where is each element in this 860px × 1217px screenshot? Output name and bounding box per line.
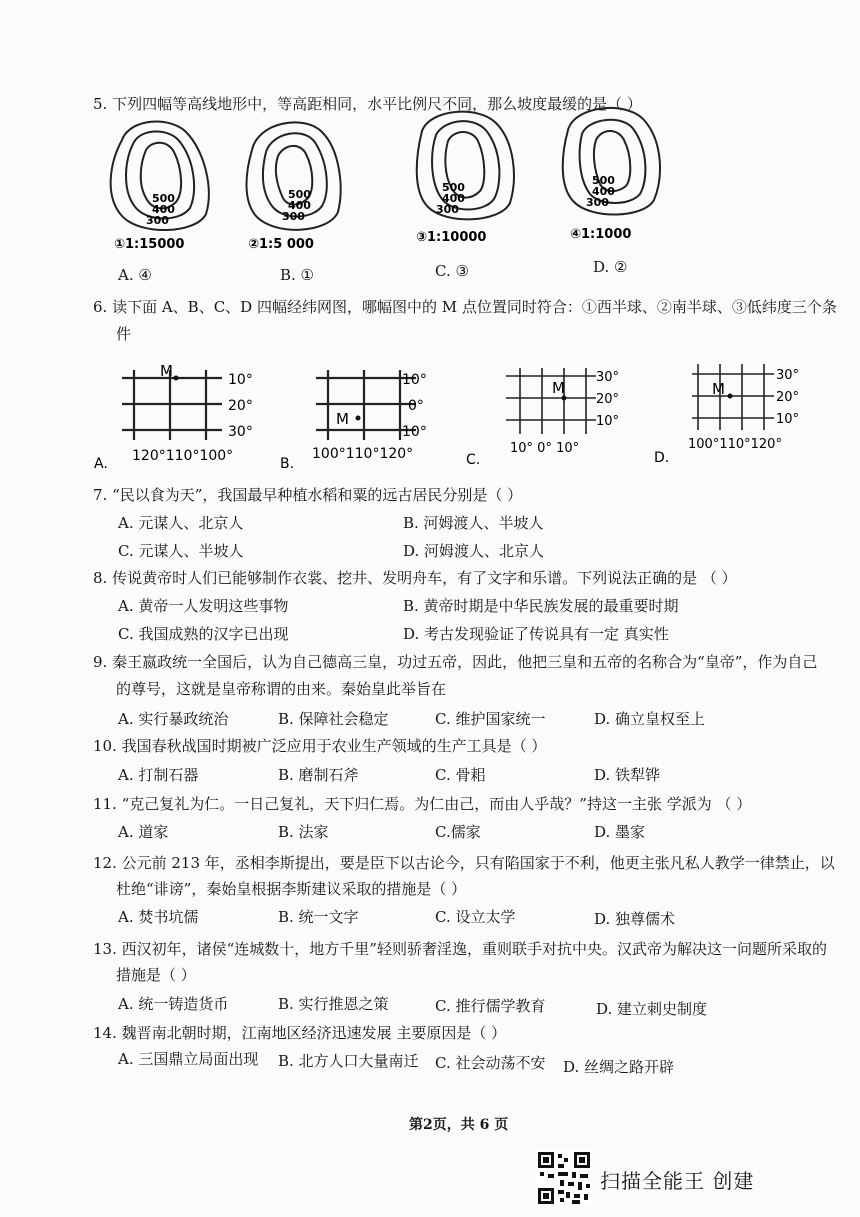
lat-label: 10° [776,412,800,427]
q7-option-b[interactable]: B. 河姆渡人、半坡人 [403,514,544,532]
map-caption: ①1:15000 [114,237,185,252]
grid-letter: D. [654,450,670,466]
lon-labels: 10° 0° 10° [510,441,580,456]
grid-letter: A. [94,456,108,470]
lat-label: 10° [402,372,427,388]
contour-label-400: 400 [592,185,615,198]
q8-option-b[interactable]: B. 黄帝时期是中华民族发展的最重要时期 [403,597,679,615]
q12-option-a[interactable]: A. 焚书坑儒 [118,908,199,926]
lat-label: 30° [776,368,800,383]
lat-lon-grid-b [280,360,460,470]
lat-label: 10° [402,424,427,440]
q11-option-c[interactable]: C.儒家 [435,823,481,841]
lat-label: 10° [596,414,620,429]
q13-stem-line1: 13. 西汉初年，诸侯“连城数十，地方千里”轻则骄奢淫逸，重则联手对抗中央。汉武帝为解决这一问题所采取的 [93,940,827,958]
lon-labels: 100°110°120° [688,437,782,452]
q9-option-a[interactable]: A. 实行暴政统治 [118,710,229,728]
q11-stem: 11. “克己复礼为仁。一日己复礼，天下归仁焉。为仁由己，而由人乎哉？”持这一主张 学派为 （ ） [93,795,752,813]
contour-map-3 [404,105,520,250]
q7-option-a[interactable]: A. 元谋人、北京人 [118,514,244,532]
lon-labels: 120°110°100° [132,448,234,464]
page-number: 第2页，共 6 页 [409,1117,509,1133]
contour-label-400: 400 [152,203,175,216]
q9-stem-line1: 9. 秦王嬴政统一全国后，认为自己德高三皇，功过五帝，因此，他把三皇和五帝的名称合为“皇帝”，作为自己 [93,653,818,671]
q5-option-c[interactable]: C. ③ [435,262,469,280]
lat-label: 10° [228,372,253,388]
q5-option-d[interactable]: D. ② [593,258,628,276]
q12-stem-line2: 杜绝“诽谤”，秦始皇根据李斯建议采取的措施是（ ） [116,880,467,898]
point-m-label: M [712,380,725,398]
lat-label: 30° [596,370,620,385]
q10-option-b[interactable]: B. 磨制石斧 [278,766,359,784]
lon-labels: 100°110°120° [312,446,414,462]
lat-lon-grid-d [654,356,834,466]
lat-lon-grid-a [94,360,274,470]
map-caption: ④1:1000 [570,227,632,242]
q14-option-b[interactable]: B. 北方人口大量南迁 [278,1052,419,1070]
scanner-watermark: 扫描全能王 创建 [600,1169,755,1193]
map-caption: ③1:10000 [416,230,487,245]
q13-option-d[interactable]: D. 建立刺史制度 [596,1000,708,1018]
contour-map-1 [100,110,216,255]
contour-label-500: 500 [152,192,175,205]
q8-option-d[interactable]: D. 考古发现验证了传说具有一定 真实性 [403,625,669,643]
contour-label-500: 500 [592,174,615,187]
contour-label-300: 300 [282,210,305,223]
q14-option-d[interactable]: D. 丝绸之路开辟 [563,1058,675,1076]
contour-map-2 [234,110,350,255]
grid-letter: C. [466,452,481,468]
q13-option-a[interactable]: A. 统一铸造货币 [118,995,229,1013]
contour-label-300: 300 [436,203,459,216]
point-m-label: M [552,379,565,397]
q7-option-c[interactable]: C. 元谋人、半坡人 [118,542,244,560]
q12-option-c[interactable]: C. 设立太学 [435,908,516,926]
qr-code-icon [536,1150,592,1206]
q10-option-c[interactable]: C. 骨耜 [435,766,486,784]
contour-label-500: 500 [288,188,311,201]
lat-label: 20° [596,392,620,407]
q8-option-c[interactable]: C. 我国成熟的汉字已出现 [118,625,289,643]
contour-label-400: 400 [442,192,465,205]
q14-stem: 14. 魏晋南北朝时期，江南地区经济迅速发展 主要原因是（ ） [93,1024,507,1042]
lat-label: 30° [228,424,253,440]
q12-option-b[interactable]: B. 统一文字 [278,908,359,926]
grid-letter: B. [280,456,295,470]
q11-option-b[interactable]: B. 法家 [278,823,329,841]
q6-stem-line1: 6. 读下面 A、B、C、D 四幅经纬网图，哪幅图中的 M 点位置同时符合：①西半球、②南半球、③低纬度三个条 [93,298,837,316]
lat-label: 0° [408,398,424,414]
q7-option-d[interactable]: D. 河姆渡人、北京人 [403,542,545,560]
q9-option-c[interactable]: C. 维护国家统一 [435,710,546,728]
q10-stem: 10. 我国春秋战国时期被广泛应用于农业生产领域的生产工具是（ ） [93,737,547,755]
q11-option-d[interactable]: D. 墨家 [594,823,646,841]
q11-option-a[interactable]: A. 道家 [118,823,169,841]
q13-option-b[interactable]: B. 实行推恩之策 [278,995,389,1013]
q13-option-c[interactable]: C. 推行儒学教育 [435,997,546,1015]
point-m-label: M [160,362,173,380]
q9-option-d[interactable]: D. 确立皇权至上 [594,710,706,728]
q12-option-d[interactable]: D. 独尊儒术 [594,910,676,928]
q12-stem-line1: 12. 公元前 213 年，丞相李斯提出，要是臣下以古论今，只有陷国家于不利，他更主张凡私人教学一律禁止，以 [93,854,835,872]
q7-stem: 7. “民以食为天”，我国最早种植水稻和粟的远古居民分别是（ ） [93,486,523,504]
q10-option-a[interactable]: A. 打制石器 [118,766,199,784]
q8-option-a[interactable]: A. 黄帝一人发明这些事物 [118,597,289,615]
q5-option-b[interactable]: B. ① [280,266,315,284]
contour-label-500: 500 [442,181,465,194]
q6-stem-line2: 件 [116,325,132,343]
q9-option-b[interactable]: B. 保障社会稳定 [278,710,389,728]
point-m-label: M [336,410,349,428]
contour-label-300: 300 [146,214,169,227]
lat-label: 20° [228,398,253,414]
q9-stem-line2: 的尊号，这就是皇帝称谓的由来。秦始皇此举旨在 [116,680,447,698]
q5-option-a[interactable]: A. ④ [118,266,152,284]
q8-stem: 8. 传说黄帝时人们已能够制作衣裳、挖井、发明舟车，有了文字和乐谱。下列说法正确的是 （ ） [93,569,737,587]
contour-label-300: 300 [586,196,609,209]
lat-label: 20° [776,390,800,405]
q5-stem: 5. 下列四幅等高线地形中，等高距相同，水平比例尺不同，那么坡度最缓的是（ ） [93,95,642,113]
q14-option-a[interactable]: A. 三国鼎立局面出现 [118,1050,259,1068]
contour-label-400: 400 [288,199,311,212]
map-caption: ②1:5 000 [248,237,314,252]
lat-lon-grid-c [466,360,646,470]
contour-map-4 [552,100,668,245]
q13-stem-line2: 措施是（ ） [116,966,196,984]
q10-option-d[interactable]: D. 铁犁铧 [594,766,661,784]
q14-option-c[interactable]: C. 社会动荡不安 [435,1054,546,1072]
